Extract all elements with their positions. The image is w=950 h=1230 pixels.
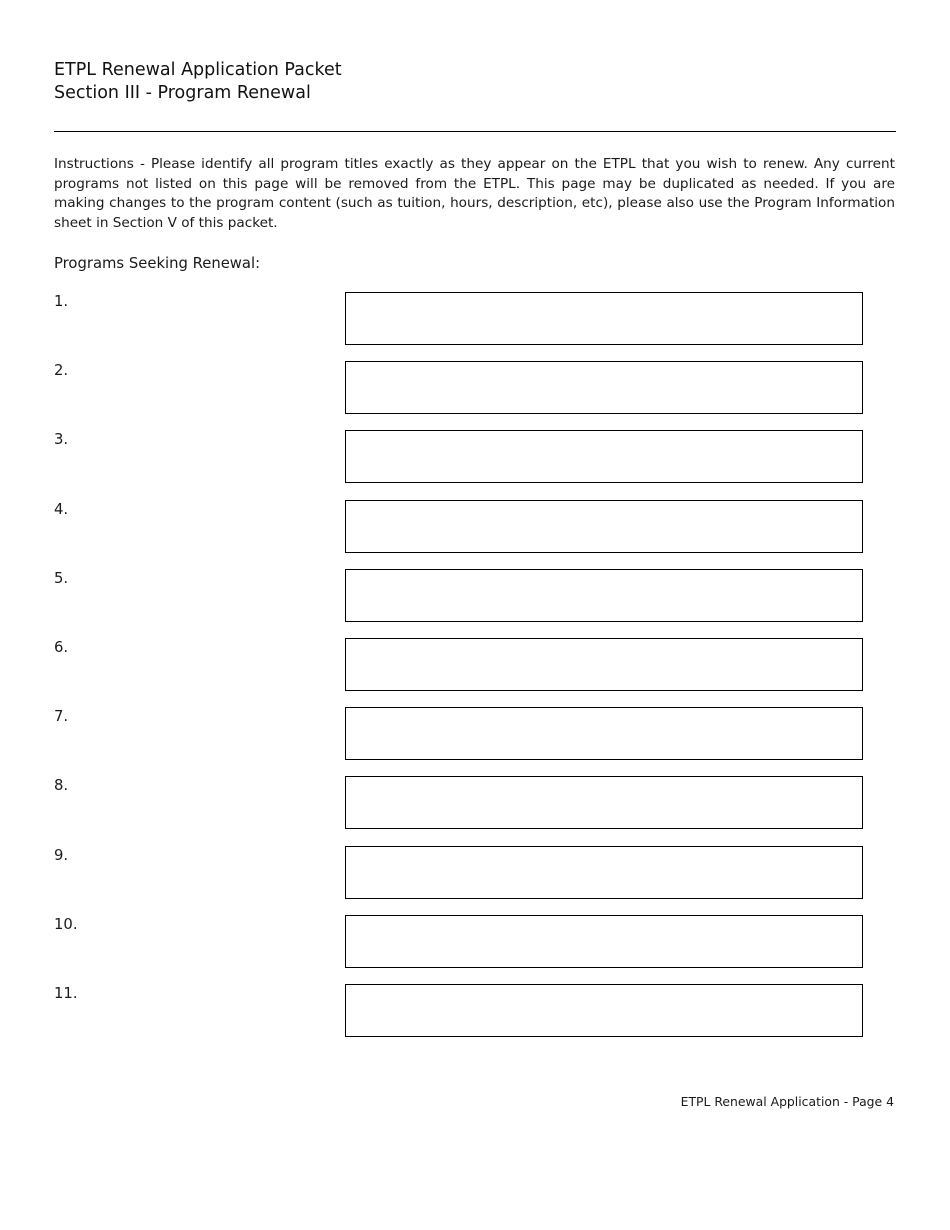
program-title-field[interactable] [345,292,863,345]
program-row [0,361,950,430]
program-title-field[interactable] [345,846,863,899]
program-number: 2. [54,362,69,380]
program-number: 3. [54,431,69,449]
program-title-field[interactable] [345,915,863,968]
program-title-field[interactable] [345,430,863,483]
program-row [0,846,950,915]
program-list [0,292,950,1053]
program-number: 10. [54,915,78,933]
header-divider [54,131,896,132]
page-footer: ETPL Renewal Application - Page 4 [680,1094,894,1109]
program-title-field[interactable] [345,638,863,691]
section-title: Section III - Program Renewal [54,83,311,103]
program-number: 7. [54,708,69,726]
program-row [0,984,950,1053]
programs-heading: Programs Seeking Renewal: [54,255,261,272]
program-row [0,500,950,569]
instructions-paragraph: Instructions - Please identify all program titles exactly as they appear on the ETPL that you wish to renew. Any current programs not listed on this page will be removed from the ETPL. This page may be duplicated as needed. If you are making changes to the program content (such as tuition, hours, description, etc), please also use the Program Information sheet in Section V of this packet. [54,156,895,231]
document-title: ETPL Renewal Application Packet [54,60,342,80]
program-row [0,430,950,499]
program-title-field[interactable] [345,569,863,622]
program-number: 9. [54,846,69,864]
program-title-field[interactable] [345,500,863,553]
program-number: 1. [54,293,69,310]
program-row [0,707,950,776]
program-row [0,569,950,638]
program-number: 6. [54,638,69,656]
program-title-field[interactable] [345,776,863,829]
program-row [0,915,950,984]
program-row [0,776,950,845]
program-title-field[interactable] [345,707,863,760]
program-number: 11. [54,984,78,1002]
program-row [0,638,950,707]
program-title-field[interactable] [345,361,863,414]
program-title-field[interactable] [345,984,863,1037]
program-number: 4. [54,500,69,518]
program-number: 8. [54,777,69,795]
program-row [0,292,950,361]
program-number: 5. [54,569,69,587]
